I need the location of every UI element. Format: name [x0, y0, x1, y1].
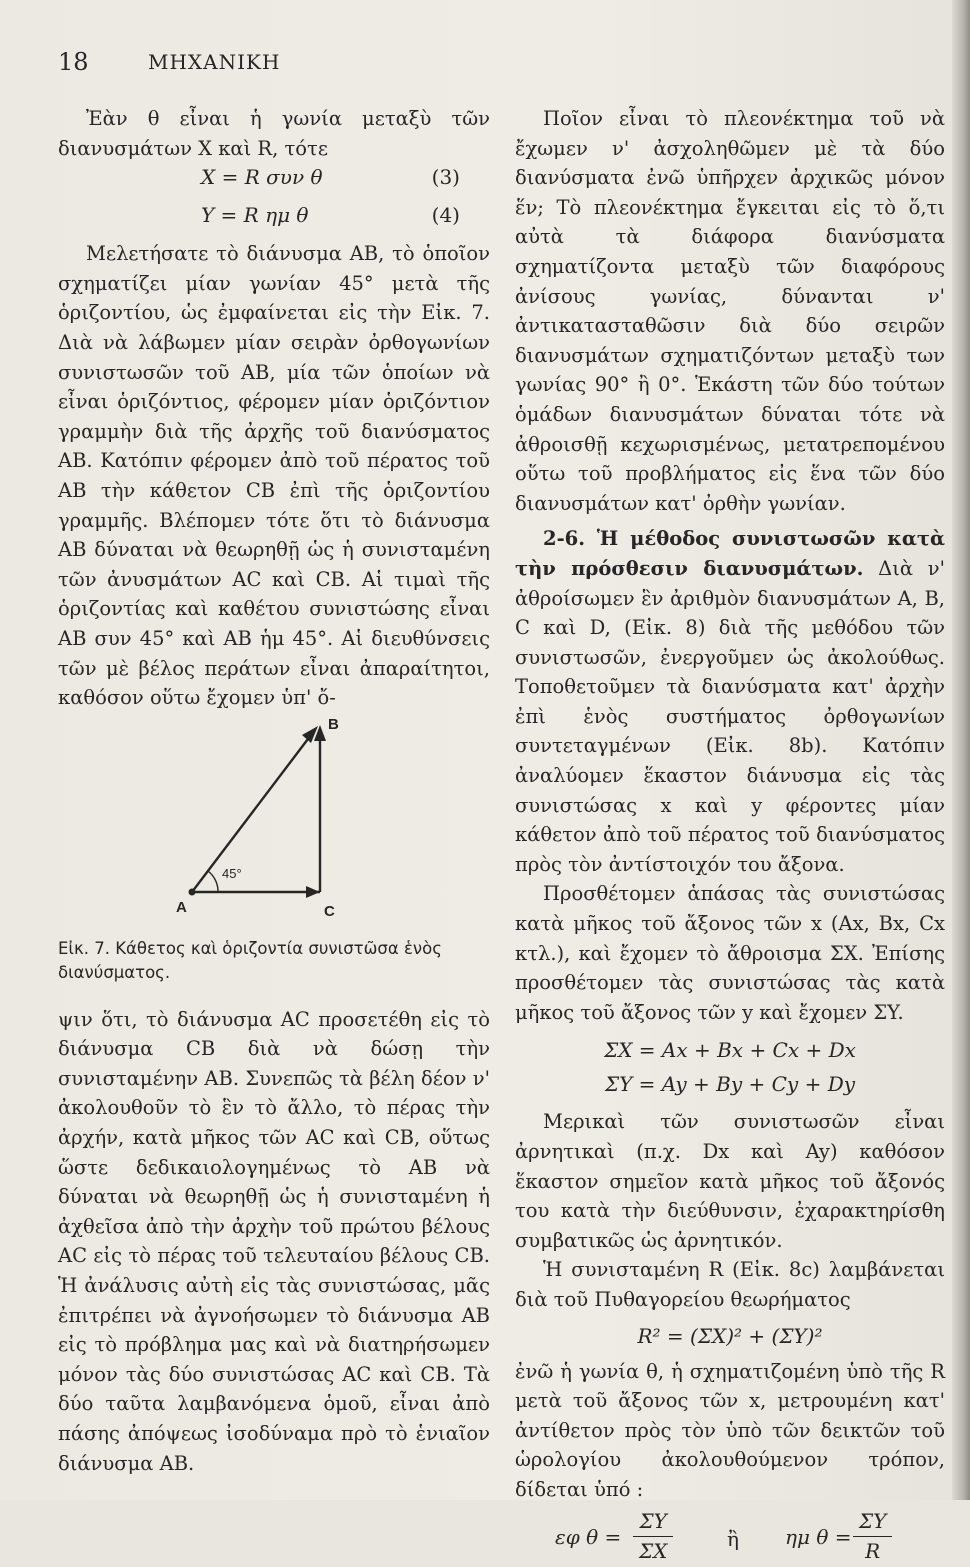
angle-formulas: [515, 1507, 945, 1567]
paragraph-intro: Ἐὰν θ εἶναι ἡ γωνία μεταξὺ τῶν διανυσμάτων X καὶ R, τότε: [58, 107, 490, 160]
paragraph-sum-components: Προσθέτομεν ἁπάσας τὰς συνιστώσας κατὰ μῆκος τοῦ ἄξονος τῶν x (Ax, Bx, Cx κτλ.), καὶ ἔχομεν τὸ ἄθροισμα ΣX. Ἐπίσης προσθέτομεν τὰς συνιστώσας τὰς κατὰ μῆκος τοῦ ἄξονος τῶν y καὶ ἔχομεν ΣY.: [515, 882, 945, 1024]
figure-7-caption: Εἰκ. 7. Κάθετος καὶ ὁριζοντία συνιστῶσα ἑνὸς διανύσματος.: [58, 938, 442, 982]
pythagorean-equation: R² = (ΣX)² + (ΣY)²: [637, 1323, 823, 1348]
label-a: A: [176, 898, 187, 916]
tangent-denominator: ΣX: [639, 1539, 668, 1564]
paragraph-continuation: ψιν ὅτι, τὸ διάνυσμα AC προσετέθη εἰς τὸ διάνυσμα CB διὰ νὰ δώσῃ τὴν συνισταμένην AB. Συνεπῶς τὰ βέλη δέον ν' ἀκολουθοῦν τὸ ἓν τὸ ἄλλο, τὸ πέρας τὴν ἀρχήν, κατὰ μῆκος τῶν AC καὶ CB, οὕτως ὥστε δεδικαιολογημένως τὸ AB νὰ δύναται νὰ θεωρηθῇ ὡς ἡ συνισταμένη ἡ ἀχθεῖσα ἀπὸ τὴν ἀρχὴν τοῦ πρώτου βέλους AC εἰς τὸ πέρας τοῦ τελευταίου βέλους CB. Ἡ ἀνάλυσις αὐτὴ εἰς τὰς συνιστώσας, μᾶς ἐπιτρέπει νὰ ἀγνοήσωμεν τὸ διάνυσμα AB εἰς τὸ πρόβλημα μας καὶ νὰ διατηρήσωμεν μόνον τὰς δύο συνιστώσας AC καὶ CB. Τὰ δύο ταῦτα λαμβανόμενα ὁμοῦ, εἶναι ἀπὸ πάσης ἀπόψεως ἰσοδύναμα πρὸ τὸ ἑνιαῖον διάνυσμα AB.: [58, 1007, 490, 1475]
sum-x-equation: ΣX = Ax + Bx + Cx + Dx: [604, 1038, 856, 1063]
right-column: [515, 104, 945, 1567]
page-number: 18: [58, 48, 89, 76]
tangent-fraction: [633, 1507, 673, 1567]
equation-3: [58, 163, 490, 193]
sum-equations: [515, 1033, 945, 1101]
tangent-lhs: εφ θ =: [555, 1524, 622, 1549]
label-b: B: [328, 716, 339, 733]
sine-lhs: ημ θ =: [785, 1524, 852, 1549]
equation-4-formula: Y = R ημ θ: [201, 203, 309, 228]
equation-4-number: (4): [431, 203, 460, 228]
sine-denominator: R: [865, 1539, 881, 1564]
tangent-numerator: ΣY: [633, 1507, 673, 1538]
sine-fraction: [853, 1507, 892, 1567]
equation-3-formula: X = R συν θ: [201, 165, 323, 190]
paragraph-angle: ἐνῶ ἡ γωνία θ, ἡ σχηματιζομένη ὑπὸ τῆς R μετὰ τοῦ ἄξονος τῶν x, μετρουμένη κατ' ἀντίθετον πρὸς τὸν ὑπὸ τῶν δεικτῶν τοῦ ὡρολογίου ἀκολουθούμενον τρόπον, δίδεται ὑπό :: [515, 1359, 945, 1501]
sine-numerator: ΣY: [853, 1507, 892, 1538]
vector-diagram: [148, 717, 408, 932]
angle-arc: [208, 871, 218, 892]
paragraph-negative-components: Μερικαὶ τῶν συνιστωσῶν εἶναι ἀρνητικαὶ (π.χ. Dx καὶ Ay) καθόσον ἕκαστον σημεῖον κατὰ μῆκος τοῦ ἄξονός του κατὰ τὴν διεύθυνσιν, ἐχαρακτηρίσθη συμβατικῶς ὡς ἀρνητικόν.: [515, 1110, 945, 1252]
equation-3-number: (3): [431, 165, 460, 190]
origin-point: [189, 888, 196, 895]
section-2-6: [515, 524, 945, 879]
left-column: [58, 104, 490, 1478]
figure-7: [58, 717, 490, 937]
angle-label: 45°: [222, 865, 242, 881]
paragraph-vector-ab: Μελετήσατε τὸ διάνυσμα AB, τὸ ὁποῖον σχηματίζει μίαν γωνίαν 45° μετὰ τῆς ὁριζοντίου, ὡς ἐμφαίνεται εἰς τὴν Εἰκ. 7. Διὰ νὰ λάβωμεν μίαν σειρὰν ὀρθογωνίων συνιστωσῶν τοῦ AB, μία τῶν ὁποίων νὰ εἶναι ὁριζόντιος, φέρομεν μίαν ὁριζόντιον γραμμὴν διὰ τῆς ἀρχῆς τοῦ διανύσματος AB. Κατόπιν φέρομεν ἀπὸ τοῦ πέρατος τοῦ AB τὴν κάθετον CB ἐπὶ τῆς ὁριζοντίου γραμμῆς. Βλέπομεν τότε ὅτι τὸ διάνυσμα AB δύναται νὰ θεωρηθῇ ὡς ἡ συνισταμένη τῶν ἀνυσμάτων AC καὶ CB. Αἱ τιμαὶ τῆς ὁριζοντίας καὶ καθέτου συνιστώσης εἶναι AB συν 45° καὶ AB ἡμ 45°. Αἱ διευθύνσεις τῶν μὲ βέλος περάτων εἶναι ἀπαραίτητοι, καθόσον οὕτω ἔχομεν ὑπ' ὄ-: [58, 242, 490, 710]
paragraph-advantage: Ποῖον εἶναι τὸ πλεονέκτημα τοῦ νὰ ἔχωμεν ν' ἀσχοληθῶμεν μὲ τὰ δύο διανύσματα ἐνῶ ὑπῆρχεν ἀρχικῶς μόνον ἕν; Τὸ πλεονέκτημα ἔγκειται εἰς τὸ ὅ,τι αὐτὰ τὰ διάφορα διανύσματα σχηματίζοντα μεταξὺ τῶν διαφόρους ἀνίσους γωνίας, δύνανται ν' ἀντικατασταθῶσιν διὰ δύο σειρῶν διανυσμάτων σχηματιζόντων μεταξὺ των γωνίας 90° ἢ 0°. Ἑκάστη τῶν δύο τούτων ὁμάδων διανυσμάτων δύναται τότε νὰ ἀθροισθῇ κεχωρισμένως, μετατρεπομένου οὕτω τοῦ προβλήματος εἰς ἕνα τῶν δύο διανυσμάτων κατ' ὀρθὴν γωνίαν.: [515, 107, 945, 515]
paragraph-component-method: Διὰ ν' ἀθροίσωμεν ἓν ἀριθμὸν διανυσμάτων A, B, C καὶ D, (Εἰκ. 8) διὰ τῆς μεθόδου τῶν συνιστωσῶν, ἐνεργοῦμεν ὡς ἀκολούθως. Τοποθετοῦμεν τὰ διανύσματα κατ' ἀρχὴν ἐπὶ ἑνὸς συστήματος ὀρθογωνίων συντεταγμένων (Εἰκ. 8b). Κατόπιν ἀναλύομεν ἕκαστον διάνυσμα εἰς τὰς συνιστώσας x καὶ y φέροντες μίαν κάθετον ἀπὸ τοῦ πέρατος τοῦ διανύσματος πρὸς τὸν ἀντίστοιχόν του ἄξονα.: [515, 556, 946, 876]
running-title: ΜΗΧΑΝΙΚΗ: [148, 50, 281, 74]
sum-y-equation: ΣY = Ay + By + Cy + Dy: [604, 1072, 856, 1097]
paragraph-resultant: Ἡ συνισταμένη R (Εἰκ. 8c) λαμβάνεται διὰ τοῦ Πυθαγορείου θεωρήματος: [515, 1258, 945, 1311]
arrowhead-c: [306, 886, 320, 898]
label-c: C: [324, 902, 335, 920]
book-spine: [952, 0, 970, 1500]
page-header: [58, 48, 910, 88]
section-heading: 2-6. Ἡ μέθοδος συνιστωσῶν κατὰ τὴν πρόσθεσιν διανυσμάτων.: [515, 527, 945, 580]
equation-4: [58, 201, 490, 231]
resultant-vector-ab: [192, 731, 314, 892]
or-word: ἢ: [727, 1526, 739, 1551]
